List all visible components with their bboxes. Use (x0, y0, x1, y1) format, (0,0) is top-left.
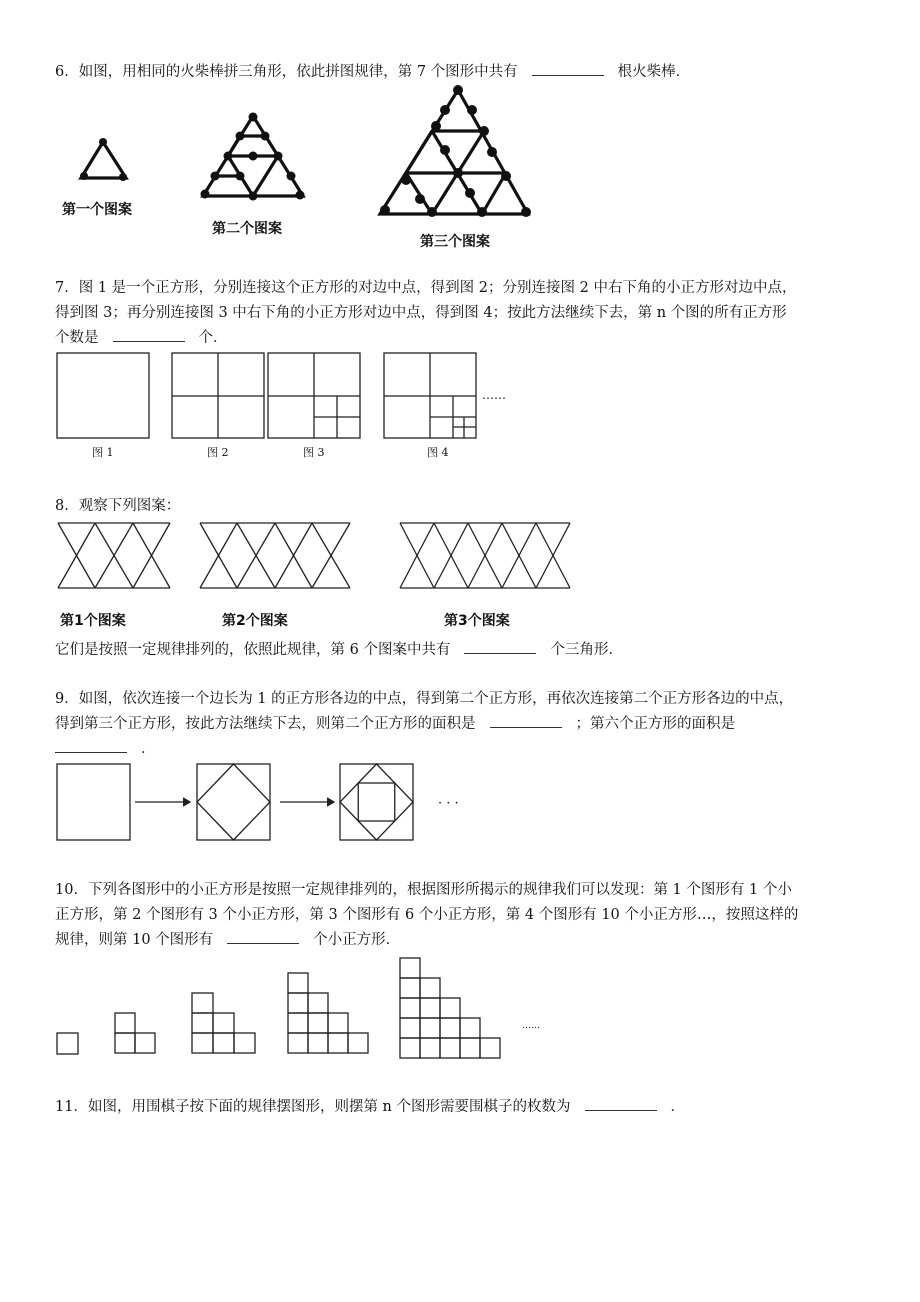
q7-caption-1: 图 1 (92, 446, 114, 459)
q8-question: 它们是按照一定规律排列的，依照此规律，第 6 个图案中共有 个三角形． (55, 642, 623, 658)
q8-label-1: 第1个图案 (60, 613, 126, 629)
q10-figure-5 (400, 958, 500, 1058)
q7-caption-4: 图 4 (427, 446, 449, 459)
q7-line2: 得到图 3；再分别连接图 3 中右下角的小正方形对边中点，得到图 4；按此方法继续下去，第 n 个图的所有正方形 (55, 305, 787, 321)
q10-figure-2 (115, 1013, 155, 1053)
q10-line1: 10．下列各图形中的小正方形是按照一定规律排列的，根据图形所揭示的规律我们可以发现：第 1 个图形有 1 个小 (55, 882, 792, 898)
q7-ellipsis: …… (482, 388, 506, 402)
q7-line3: 个数是 个． (55, 330, 228, 346)
q6-label-3: 第三个图案 (420, 234, 490, 250)
q6-label-2: 第二个图案 (212, 221, 282, 237)
q10-line2: 正方形，第 2 个图形有 3 个小正方形，第 3 个图形有 6 个小正方形，第 4 个图形有 10 个小正方形…，按照这样的 (55, 907, 799, 923)
q9-ellipsis: · · · (438, 796, 459, 811)
q8-title: 8．观察下列图案： (55, 498, 181, 514)
q9-line1: 9．如图，依次连接一个边长为 1 的正方形各边的中点，得到第二个正方形，再依次连接第二个正方形各边的中点， (55, 691, 794, 707)
q10-ellipsis: …… (522, 1021, 540, 1031)
q10-figure-3 (192, 993, 255, 1053)
q7-caption-2: 图 2 (207, 446, 229, 459)
q7-caption-3: 图 3 (303, 446, 325, 459)
q9-line3: ． (55, 737, 156, 758)
q9-line2: 得到第三个正方形，按此方法继续下去，则第二个正方形的面积是 ；第六个正方形的面积是 (55, 716, 735, 732)
q11-answer-blank[interactable] (585, 1098, 657, 1111)
q7-line1: 7．图 1 是一个正方形，分别连接这个正方形的对边中点，得到图 2；分别连接图 2 中右下角的小正方形对边中点， (55, 280, 797, 296)
q10-figure-4 (288, 973, 368, 1053)
q10-line3: 规律，则第 10 个图形有 个小正方形． (55, 932, 401, 948)
q6-text: 6．如图，用相同的火柴棒拼三角形，依此拼图规律，第 7 个图形中共有 根火柴棒． (55, 64, 691, 80)
q11-text: 11．如图，用围棋子按下面的规律摆图形，则摆第 n 个图形需要围棋子的枚数为 ． (55, 1099, 686, 1115)
q10-figure-1 (57, 1033, 78, 1054)
q8-label-2: 第2个图案 (222, 613, 288, 629)
q6-label-1: 第一个图案 (62, 202, 132, 218)
q8-label-3: 第3个图案 (444, 613, 510, 629)
